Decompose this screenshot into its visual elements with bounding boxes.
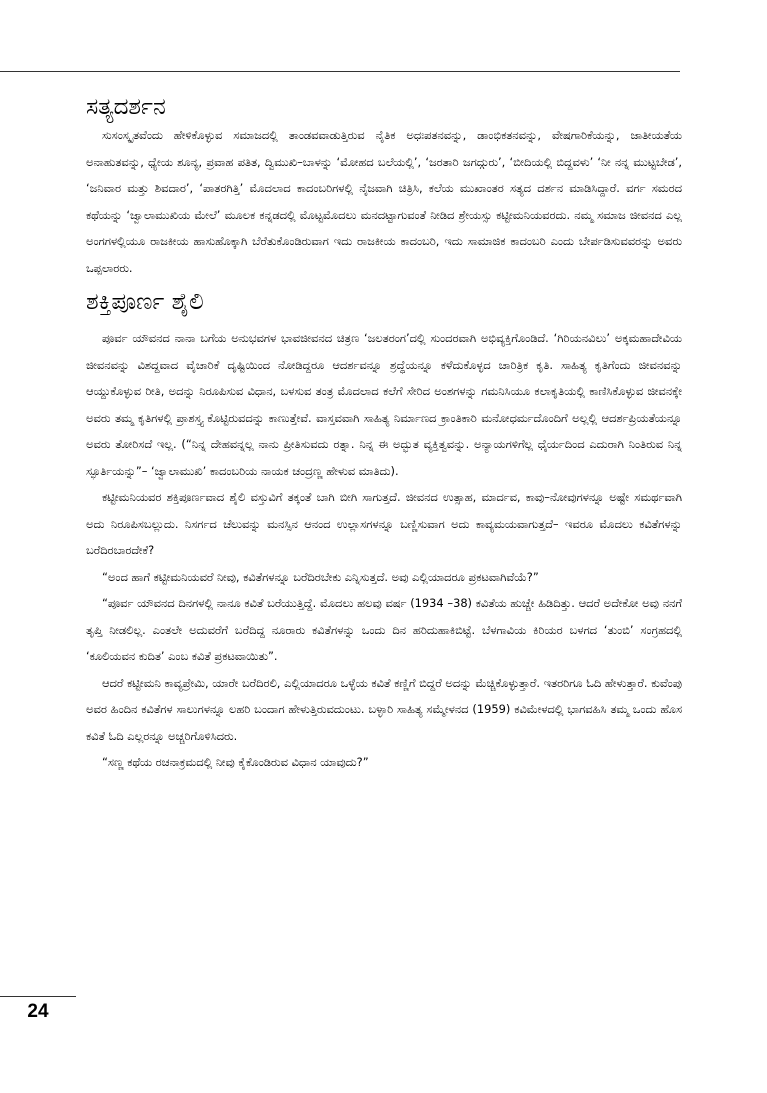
paragraph: ಆದರೆ ಕಟ್ಟೀಮನಿ ಕಾವ್ಯಪ್ರೇಮಿ, ಯಾರೇ ಬರೆದಿರಲಿ, ಎಲ್ಲಿಯಾದರೂ ಒಳ್ಳೆಯ ಕವಿತೆ ಕಣ್ಣಿಗೆ ಬಿದ್ದರೆ ಅದನ್ನು ಮೆಚ್ಚಿಕೊಳ್ಳುತ್ತಾರೆ. ಇತರರಿಗೂ ಓದಿ ಹೇಳುತ್ತಾರೆ. ಕುವೆಂಪು ಅವರ ಹಿಂದಿನ ಕವಿತೆಗಳ ಸಾಲುಗಳನ್ನೂ ಲಹರಿ ಬಂದಾಗ ಹೇಳುತ್ತಿರುವದುಂಟು. ಬಳ್ಳಾರಿ ಸಾಹಿತ್ಯ ಸಮ್ಮೇಳನದ (1959) ಕವಿಮೇಳದಲ್ಲಿ ಭಾಗವಹಿಸಿ ತಮ್ಮ ಒಂದು ಹೊಸ ಕವಿತೆ ಓದಿ ಎಲ್ಲರನ್ನೂ ಅಚ್ಚರಿಗೊಳಿಸಿದರು. [86,675,682,743]
paragraph-quote: “ಪೂರ್ವ ಯೌವನದ ದಿನಗಳಲ್ಲಿ ನಾನೂ ಕವಿತೆ ಬರೆಯುತ್ತಿದ್ದೆ. ಮೊದಲು ಹಲವು ವರ್ಷ (1934 –38) ಕವಿತೆಯ ಹುಚ್ಚೇ ಹಿಡಿದಿತ್ತು. ಆದರೆ ಅದೇಕೋ ಅವು ನನಗೆ ತೃಪ್ತಿ ನೀಡಲಿಲ್ಲ. ಎಂತಲೇ ಅದುವರೆಗೆ ಬರೆದಿದ್ದ ನೂರಾರು ಕವಿತೆಗಳನ್ನು ಒಂದು ದಿನ ಹರಿದುಹಾಕಿಬಿಟ್ಟೆ. ಬೆಳಗಾವಿಯ ಕಿರಿಯರ ಬಳಗದ ‘ತುಂಬಿ’ ಸಂಗ್ರಹದಲ್ಲಿ ‘ಕೂಲಿಯವನ ಕುದಿತ’ ಎಂಬ ಕವಿತೆ ಪ್ರಕಟವಾಯಿತು”. [86,596,682,663]
paragraph: ಸುಸಂಸ್ಕೃತವೆಂದು ಹೇಳಿಕೊಳ್ಳುವ ಸಮಾಜದಲ್ಲಿ ತಾಂಡವವಾಡುತ್ತಿರುವ ನೈತಿಕ ಅಧಃಪತನವನ್ನು, ಡಾಂಭಿಕತನವನ್ನು, ವೇಷಗಾರಿಕೆಯನ್ನು, ಜಾತೀಯತೆಯ ಅನಾಹುತವನ್ನು, ಧ್ಯೇಯ ಶೂನ್ಯ, ಪ್ರವಾಹ ಪತಿತ, ದ್ವಿಮುಖಿ–ಬಾಳನ್ನು ‘ಮೋಹದ ಬಲೆಯಲ್ಲಿ’, ‘ಜರತಾರಿ ಜಗದ್ಗುರು’, ‘ಬೀದಿಯಲ್ಲಿ ಬಿದ್ದವಳು’ ‘ನೀ ನನ್ನ ಮುಟ್ಟಬೇಡ’, ‘ಜನಿವಾರ ಮತ್ತು ಶಿವದಾರ’, ‘ಪಾತರಗಿತ್ತಿ’ ಮೊದಲಾದ ಕಾದಂಬರಿಗಳಲ್ಲಿ ನೈಜವಾಗಿ ಚಿತ್ರಿಸಿ, ಕಲೆಯ ಮುಖಾಂತರ ಸತ್ಯದ ದರ್ಶನ ಮಾಡಿಸಿದ್ದಾರೆ. ವರ್ಗ ಸಮರದ ಕಥೆಯನ್ನು ‘ಜ್ವಾಲಾಮುಖಿಯ ಮೇಲೆ’ ಮೂಲಕ ಕನ್ನಡದಲ್ಲಿ ಮೊಟ್ಟಮೊದಲು ಮನದಟ್ಟಾಗುವಂತೆ ನೀಡಿದ ಶ್ರೇಯಸ್ಸು ಕಟ್ಟೀಮನಿಯವರದು. ನಮ್ಮ ಸಮಾಜ ಜೀವನದ ಎಲ್ಲ ಅಂಗಗಳಲ್ಲಿಯೂ ರಾಜಕೀಯ ಹಾಸುಹೊಕ್ಕಾಗಿ ಬೆರೆತುಕೊಂಡಿರುವಾಗ ಇದು ರಾಜಕೀಯ ಕಾದಂಬರಿ, ಇದು ಸಾಮಾಜಿಕ ಕಾದಂಬರಿ ಎಂದು ಬೇರ್ಪಡಿಸುವವರನ್ನು ಅವರು ಒಪ್ಪಲಾರರು. [86,128,682,275]
page-content [86,92,682,776]
paragraph: ಕಟ್ಟೀಮನಿಯವರ ಶಕ್ತಿಪೂರ್ಣವಾದ ಶೈಲಿ ವಸ್ತುವಿಗೆ ತಕ್ಕಂತೆ ಬಾಗಿ ಬೀಗಿ ಸಾಗುತ್ತದೆ. ಜೀವನದ ಉತ್ಸಾಹ, ಮಾರ್ದವ, ಕಾವು–ನೋವುಗಳನ್ನೂ ಅಷ್ಟೇ ಸಮರ್ಥವಾಗಿ ಅದು ನಿರೂಪಿಸಬಲ್ಲುದು. ನಿಸರ್ಗದ ಚೆಲುವನ್ನು ಮನಸ್ಸಿನ ಆನಂದ ಉಲ್ಲಾಸಗಳನ್ನೂ ಬಣ್ಣಿಸುವಾಗ ಅದು ಕಾವ್ಯಮಯವಾಗುತ್ತದೆ– ಇವರೂ ಮೊದಲು ಕವಿತೆಗಳನ್ನು ಬರೆದಿರಬಾರದೇಕೆ? [86,490,682,557]
paragraph-quote: “ಸಣ್ಣ ಕಥೆಯ ರಚನಾಕ್ರಮದಲ್ಲಿ ನೀವು ಕೈಕೊಂಡಿರುವ ವಿಧಾನ ಯಾವುದು?” [102,755,369,769]
top-rule [0,71,680,72]
page-number: 24 [27,1001,49,1022]
section-heading-shaktipurna-shaili: ಶಕ್ತಿಪೂರ್ಣ ಶೈಲಿ [86,289,204,315]
footer-rule [0,996,76,997]
paragraph-quote: “ಅಂದ ಹಾಗೆ ಕಟ್ಟೀಮನಿಯವರೆ ನೀವು, ಕವಿತೆಗಳನ್ನೂ ಬರೆದಿರಬೇಕು ಎನ್ನಿಸುತ್ತದೆ. ಅವು ಎಲ್ಲಿಯಾದರೂ ಪ್ರಕಟವಾಗಿವೆಯೆ?” [102,569,539,584]
paragraph: ಪೂರ್ವ ಯೌವನದ ನಾನಾ ಬಗೆಯ ಅನುಭವಗಳ ಭಾವಜೀವನದ ಚಿತ್ರಣ ‘ಜಲತರಂಗ’ದಲ್ಲಿ ಸುಂದರವಾಗಿ ಅಭಿವ್ಯಕ್ತಿಗೊಂಡಿದೆ. ‘ಗಿರಿಯನವಿಲು’ ಅಕ್ಕಮಹಾದೇವಿಯ ಜೀವನವನ್ನು ವಿಶದ್ದವಾದ ವೈಚಾರಿಕೆ ದೃಷ್ಟಿಯಿಂದ ನೋಡಿದ್ದರೂ ಆದರ್ಶವನ್ನೂ ಶ್ರದ್ಧೆಯನ್ನೂ ಕಳೆದುಕೊಳ್ಳದ ಚಾರಿತ್ರಿಕ ಕೃತಿ. ಸಾಹಿತ್ಯ ಕೃತಿಗೆಂದು ಜೀವನವನ್ನು ಆಯ್ದುಕೊಳ್ಳುವ ರೀತಿ, ಅದನ್ನು ನಿರೂಪಿಸುವ ವಿಧಾನ, ಬಳಸುವ ತಂತ್ರ ಮೊದಲಾದ ಕಲೆಗೆ ಸೇರಿದ ಅಂಶಗಳನ್ನು ಗಮನಿಸಿಯೂ ಕಲಾಕೃತಿಯಲ್ಲಿ ಕಾಣಿಸಿಕೊಳ್ಳುವ ಜೀವನಕ್ಕೇ ಅವರು ತಮ್ಮ ಕೃತಿಗಳಲ್ಲಿ ಪ್ರಾಶಸ್ತ್ಯ ಕೊಟ್ಟಿರುವದನ್ನು ಕಾಣುತ್ತೇವೆ. ವಾಸ್ತವವಾಗಿ ಸಾಹಿತ್ಯ ನಿರ್ಮಾಣದ ಕ್ರಾಂತಿಕಾರಿ ಮನೋಧರ್ಮದೊಂದಿಗೆ ಅಲ್ಲಲ್ಲಿ ಆದರ್ಶಪ್ರಿಯತೆಯನ್ನೂ ಅವರು ತೋರಿಸದೆ ಇಲ್ಲ. (“ನಿನ್ನ ದೇಹವನ್ನಲ್ಲ ನಾನು ಪ್ರೀತಿಸುವದು ರತ್ನಾ. ನಿನ್ನ ಈ ಅದ್ಭುತ ವ್ಯಕ್ತಿತ್ವವನ್ನು. ಅನ್ಯಾಯಗಳಿಗೆಲ್ಲ ಧೈರ್ಯದಿಂದ ಎದುರಾಗಿ ನಿಂತಿರುವ ನಿನ್ನ ಸ್ಫೂರ್ತಿಯನ್ನು”– ‘ಜ್ವಾಲಾಮುಖಿ’ ಕಾದಂಬರಿಯ ನಾಯಕ ಚಂದ್ರಣ್ಣ ಹೇಳುವ ಮಾತಿದು). [86,331,682,478]
section-heading-satyadarshana: ಸತ್ಯದರ್ಶನ [86,94,166,120]
